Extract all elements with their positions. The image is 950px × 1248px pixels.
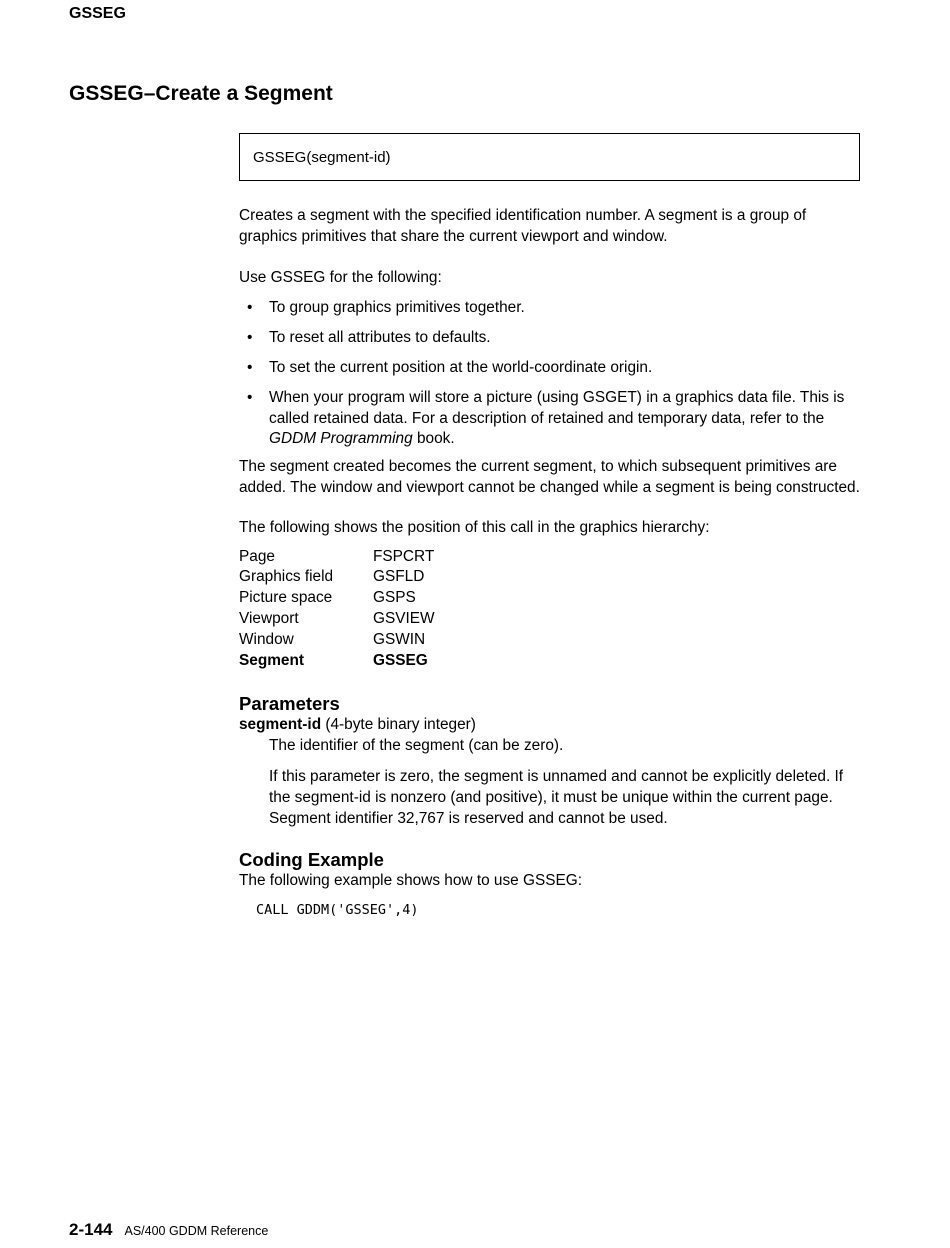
created-paragraph: The segment created becomes the current segment, to which subsequent primitives are added. The window and viewport cannot be changed while a segment is being constructed.: [239, 458, 860, 496]
list-item: [239, 328, 864, 349]
table-row: [239, 630, 435, 651]
syntax-text: GSSEG(segment-id): [253, 149, 391, 166]
hierarchy-call: GSWIN: [373, 630, 426, 648]
hierarchy-level: Page: [239, 547, 275, 565]
hierarchy-table: [239, 547, 435, 672]
table-row: [239, 567, 435, 588]
bullet-icon: •: [247, 299, 253, 317]
hierarchy-call: FSPCRT: [373, 547, 435, 565]
list-item-text: To reset all attributes to defaults.: [269, 329, 491, 347]
book-title: GDDM Programming: [269, 430, 413, 448]
bullet-icon: •: [247, 329, 253, 347]
table-row: [239, 588, 435, 609]
list-item-text: To group graphics primitives together.: [269, 299, 525, 317]
list-item: [239, 358, 864, 379]
running-head: GSSEG: [69, 5, 126, 22]
intro-paragraph: Creates a segment with the specified identification number. A segment is a group of graphics primitives that share the current viewport and window.: [239, 207, 807, 245]
usage-bullet-list: [239, 298, 864, 450]
syntax-box: [239, 133, 860, 181]
hierarchy-intro: The following shows the position of this call in the graphics hierarchy:: [239, 518, 710, 536]
coding-example-intro: The following example shows how to use GSSEG:: [239, 872, 583, 890]
list-item-text: When your program will store a picture (using GSGET) in a graphics data file. This is called retained data. For a description of retained and temporary data, refer to the: [269, 388, 845, 427]
list-item-text: To set the current position at the world-coordinate origin.: [269, 358, 653, 376]
page-number: 2-144: [69, 1220, 113, 1239]
hierarchy-level: Window: [239, 630, 294, 648]
parameter-description: The identifier of the segment (can be zero).: [269, 737, 564, 755]
hierarchy-call: GSVIEW: [373, 609, 435, 627]
page-footer: [69, 1220, 268, 1240]
code-sample: CALL GDDM('GSSEG',4): [256, 902, 419, 919]
parameters-heading: Parameters: [239, 693, 340, 715]
body-content: [239, 206, 864, 921]
parameter-term: [239, 715, 864, 736]
hierarchy-call: GSFLD: [373, 568, 425, 586]
parameter-detail: If this parameter is zero, the segment is unnamed and cannot be explicitly deleted. If the segment-id is nonzero (and positive), it must be unique within the current page. Segment identifier 32,767 is reserved and cannot be used.: [269, 767, 844, 827]
list-item: [239, 388, 864, 450]
hierarchy-level: Graphics field: [239, 568, 334, 586]
bullet-icon: •: [247, 358, 253, 376]
hierarchy-call: GSPS: [373, 589, 416, 607]
hierarchy-call: GSSEG: [373, 651, 428, 669]
list-item-text-end: book.: [412, 430, 455, 448]
list-item: [239, 298, 864, 319]
bullet-icon: •: [247, 388, 253, 406]
coding-example-heading: Coding Example: [239, 849, 384, 871]
hierarchy-level: Viewport: [239, 609, 299, 627]
table-row: [239, 547, 435, 568]
hierarchy-level: Segment: [239, 651, 304, 669]
page-title: GSSEG–Create a Segment: [69, 82, 333, 105]
book-name: AS/400 GDDM Reference: [124, 1224, 269, 1238]
table-row: [239, 609, 435, 630]
table-row-current: [239, 651, 435, 672]
use-intro-paragraph: Use GSSEG for the following:: [239, 268, 442, 286]
parameter-type: (4-byte binary integer): [321, 716, 476, 734]
parameter-name: segment-id: [239, 716, 322, 734]
hierarchy-level: Picture space: [239, 589, 333, 607]
